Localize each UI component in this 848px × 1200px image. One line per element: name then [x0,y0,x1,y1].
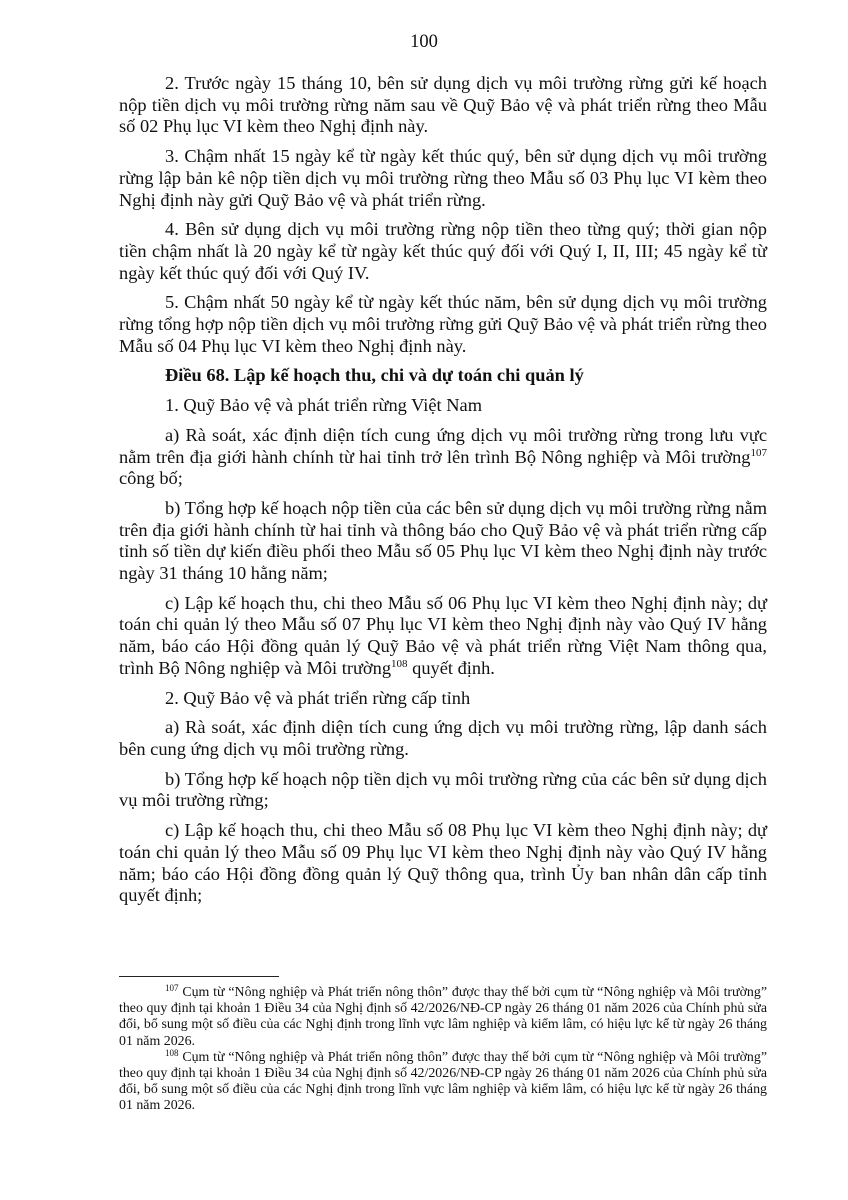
footnote-text: Cụm từ “Nông nghiệp và Phát triển nông thôn” được thay thế bởi cụm từ “Nông nghiệp và Môi trường” theo quy định tại khoản 1 Điều 34 của Nghị định số 42/2026/NĐ-CP ngày 26 tháng 01 năm 2026 của Chính phủ sửa đổi, bổ sung một số điều của các Nghị định trong lĩnh vực lâm nghiệp và kiểm lâm, có hiệu lực kể từ ngày 26 tháng 01 năm 2026. [119,985,767,1049]
footnote-ref-107[interactable]: 107 [750,446,767,459]
section-1-item-c-tail: quyết định. [407,657,495,678]
footnote-108 [119,1047,767,1115]
section-2-title: 2. Quỹ Bảo vệ và phát triển rừng cấp tỉnh [165,687,471,708]
section-1-item-c-text: c) Lập kế hoạch thu, chi theo Mẫu số 06 Phụ lục VI kèm theo Nghị định này; dự toán chi quản lý theo Mẫu số 07 Phụ lục VI kèm theo Nghị định này vào Quý IV hằng năm, báo cáo Hội đồng quản lý Quỹ Bảo vệ và phát triển rừng Việt Nam thông qua, trình Bộ Nông nghiệp và Môi trường [119,592,767,678]
paragraph-2: 2. Trước ngày 15 tháng 10, bên sử dụng dịch vụ môi trường rừng gửi kế hoạch nộp tiền dịch vụ môi trường rừng năm sau về Quỹ Bảo vệ và phát triển rừng theo Mẫu số 02 Phụ lục VI kèm theo Nghị định này. [119,73,767,137]
section-2-item-b: b) Tổng hợp kế hoạch nộp tiền dịch vụ môi trường rừng của các bên sử dụng dịch vụ môi trường rừng; [119,768,767,811]
section-1-item-c [119,593,767,680]
footnotes [119,985,767,1115]
section-1-item-a-text: a) Rà soát, xác định diện tích cung ứng dịch vụ môi trường rừng trong lưu vực nằm trên địa giới hành chính từ hai tỉnh trở lên trình Bộ Nông nghiệp và Môi trường [119,424,767,467]
section-1-item-a-tail: công bố; [119,468,183,489]
footnote-ref-108[interactable]: 108 [391,657,408,670]
footnote-number: 108 [165,1047,179,1058]
paragraph-5: 5. Chậm nhất 50 ngày kể từ ngày kết thúc năm, bên sử dụng dịch vụ môi trường rừng tổng hợp nộp tiền dịch vụ môi trường rừng gửi Quỹ Bảo vệ và phát triển rừng theo Mẫu số 04 Phụ lục VI kèm theo Nghị định này. [119,292,767,356]
footnote-number: 107 [165,983,179,993]
section-2-item-a: a) Rà soát, xác định diện tích cung ứng dịch vụ môi trường rừng, lập danh sách bên cung ứng dịch vụ môi trường rừng. [119,717,767,759]
page-number: 100 [410,32,438,52]
document-body [119,73,767,915]
section-1-item-b: b) Tổng hợp kế hoạch nộp tiền của các bên sử dụng dịch vụ môi trường rừng nằm trên địa giới hành chính từ hai tỉnh và thông báo cho Quỹ Bảo vệ và phát triển rừng cấp tỉnh số tiền dự kiến điều phối theo Mẫu số 05 Phụ lục VI kèm theo Nghị định này trước ngày 31 tháng 10 hằng năm; [119,497,767,584]
article-heading: Điều 68. Lập kế hoạch thu, chi và dự toán chi quản lý [165,365,584,386]
section-1-item-a [119,425,767,490]
footnote-separator [119,976,279,977]
footnote-text: Cụm từ “Nông nghiệp và Phát triển nông thôn” được thay thế bởi cụm từ “Nông nghiệp và Môi trường” theo quy định tại khoản 1 Điều 34 của Nghị định số 42/2026/NĐ-CP ngày 26 tháng 01 năm 2026 của Chính phủ sửa đổi, bổ sung một số điều của các Nghị định trong lĩnh vực lâm nghiệp và kiểm lâm, có hiệu lực kể từ ngày 26 tháng 01 năm 2026. [119,1049,767,1114]
section-2-item-c: c) Lập kế hoạch thu, chi theo Mẫu số 08 Phụ lục VI kèm theo Nghị định này; dự toán chi quản lý theo Mẫu số 09 Phụ lục VI kèm theo Nghị định này vào Quý IV hằng năm; báo cáo Hội đồng đồng quản lý Quỹ thông qua, trình Ủy ban nhân dân cấp tỉnh quyết định; [119,820,767,906]
footnote-107 [119,985,767,1050]
paragraph-3: 3. Chậm nhất 15 ngày kể từ ngày kết thúc quý, bên sử dụng dịch vụ môi trường rừng lập bản kê nộp tiền dịch vụ môi trường rừng theo Mẫu số 03 Phụ lục VI kèm theo Nghị định này gửi Quỹ Bảo vệ và phát triển rừng. [119,146,767,210]
paragraph-4: 4. Bên sử dụng dịch vụ môi trường rừng nộp tiền theo từng quý; thời gian nộp tiền chậm nhất là 20 ngày kể từ ngày kết thúc quý đối với Quý I, II, III; 45 ngày kể từ ngày kết thúc quý đối với Quý IV. [119,219,767,283]
section-1-title: 1. Quỹ Bảo vệ và phát triển rừng Việt Nam [165,395,483,416]
